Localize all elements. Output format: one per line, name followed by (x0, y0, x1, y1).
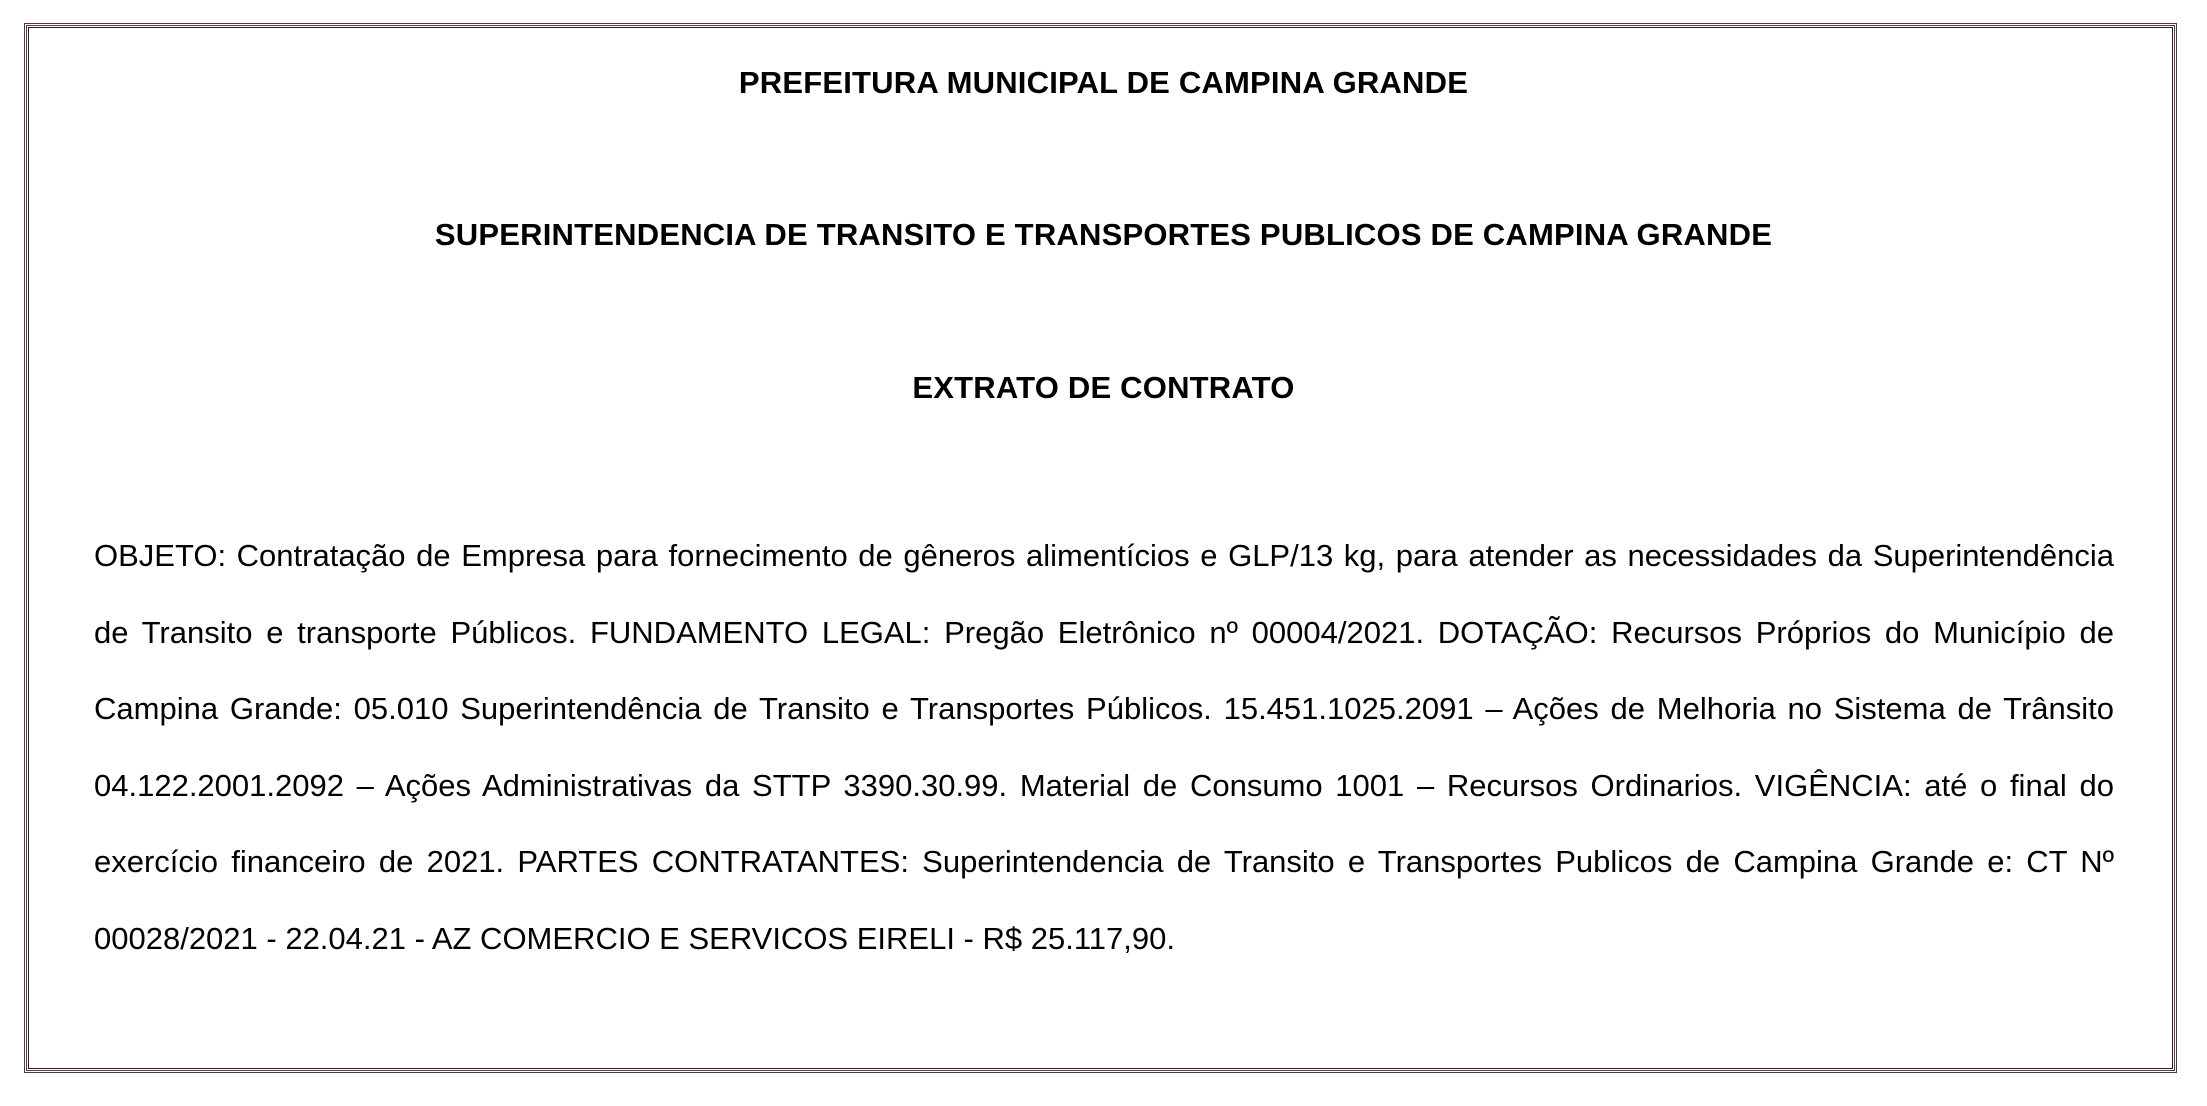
heading-prefeitura: PREFEITURA MUNICIPAL DE CAMPINA GRANDE (738, 65, 1469, 100)
contract-body-text: OBJETO: Contratação de Empresa para fornecimento de gêneros alimentícios e GLP/13 kg, para atender as necessidades da Superintendência de Transito e transporte Públicos. FUNDAMENTO LEGAL: Pregão Eletrônico nº 00004/2021. DOTAÇÃO: Recursos Próprios do Município de Campina Grande: 05.010 Superintendência de Transito e Transportes Públicos. 15.451.1025.2091 – Ações de Melhoria no Sistema de Trânsito 04.122.2001.2092 – Ações Administrativas da STTP 3390.30.99. Material de Consumo 1001 – Recursos Ordinarios. VIGÊNCIA: até o final do exercício financeiro de 2021. PARTES CONTRATANTES: Superintendencia de Transito e Transportes Publicos de Campina Grande e: CT Nº 00028/2021 - 22.04.21 - AZ COMERCIO E SERVICOS EIRELI - R$ 25.117,90. (94, 538, 2114, 956)
heading-extrato: EXTRATO DE CONTRATO (912, 370, 1295, 405)
heading-superintendencia: SUPERINTENDENCIA DE TRANSITO E TRANSPORTES PUBLICOS DE CAMPINA GRANDE (434, 217, 1773, 252)
